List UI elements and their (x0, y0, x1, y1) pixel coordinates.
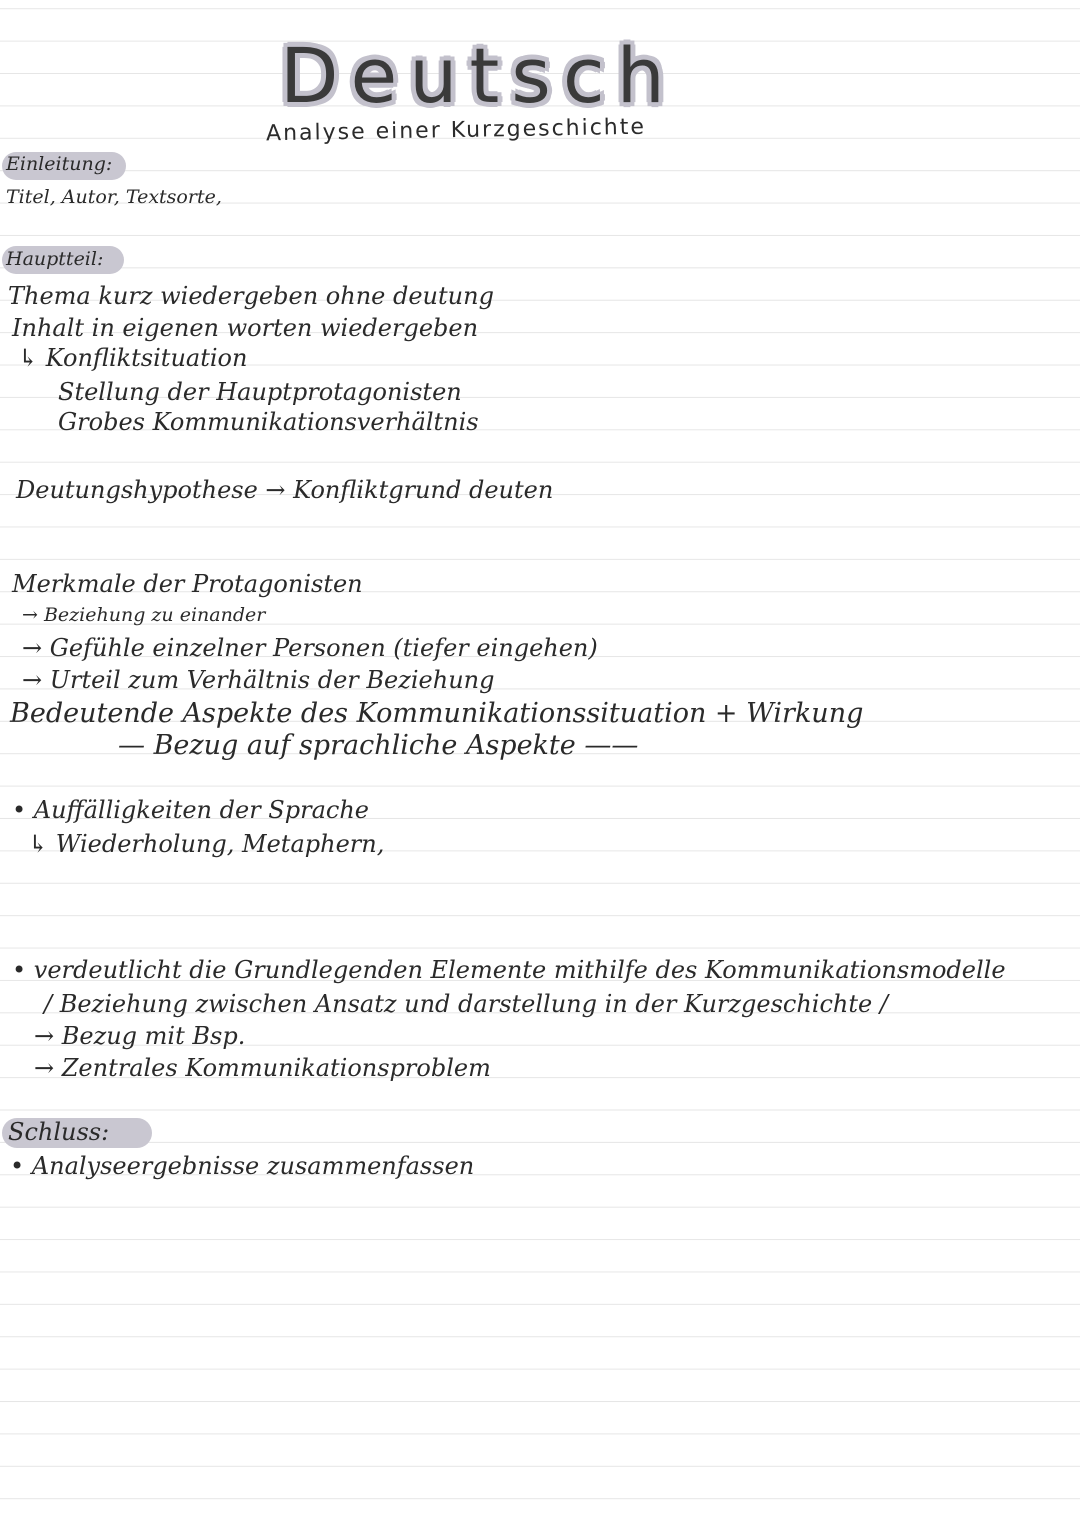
hauptteil-line: • Auffälligkeiten der Sprache (12, 796, 369, 824)
hauptteil-line: Merkmale der Protagonisten (12, 570, 363, 598)
hauptteil-line: Bedeutende Aspekte des Kommunikationssituation + Wirkung (10, 698, 864, 729)
hauptteil-line: Inhalt in eigenen worten wiedergeben (12, 314, 479, 342)
schluss-line: • Analyseergebnisse zusammenfassen (10, 1152, 475, 1180)
hauptteil-line: → Urteil zum Verhältnis der Beziehung (22, 666, 495, 694)
page-subtitle: Analyse einer Kurzgeschichte (265, 114, 647, 147)
einleitung-line: Titel, Autor, Textsorte, (6, 186, 222, 208)
hauptteil-line: → Bezug mit Bsp. (34, 1022, 246, 1050)
hauptteil-line: Grobes Kommunikationsverhältnis (58, 408, 479, 436)
hauptteil-line: Thema kurz wiedergeben ohne deutung (8, 282, 494, 310)
section-heading-schluss: Schluss: (8, 1118, 110, 1146)
hauptteil-line: ↳ Konfliktsituation (18, 344, 248, 372)
hauptteil-line: Deutungshypothese → Konfliktgrund deuten (16, 476, 554, 504)
hauptteil-line: → Beziehung zu einander (22, 604, 266, 626)
page-title: Deutsch (280, 31, 677, 120)
hauptteil-line: • verdeutlicht die Grundlegenden Elemente mithilfe des Kommunikationsmodelle (12, 956, 1006, 984)
hauptteil-line: / Beziehung zwischen Ansatz und darstellung in der Kurzgeschichte / (44, 990, 888, 1018)
section-heading-hauptteil: Hauptteil: (6, 248, 104, 270)
hauptteil-line: → Zentrales Kommunikationsproblem (34, 1054, 491, 1082)
hauptteil-line: Stellung der Hauptprotagonisten (58, 378, 462, 406)
hauptteil-line: → Gefühle einzelner Personen (tiefer eingehen) (22, 634, 598, 662)
hauptteil-line: ↳ Wiederholung, Metaphern, (28, 830, 385, 858)
hauptteil-line: — Bezug auf sprachliche Aspekte —— (118, 730, 639, 761)
section-heading-einleitung: Einleitung: (6, 153, 113, 175)
